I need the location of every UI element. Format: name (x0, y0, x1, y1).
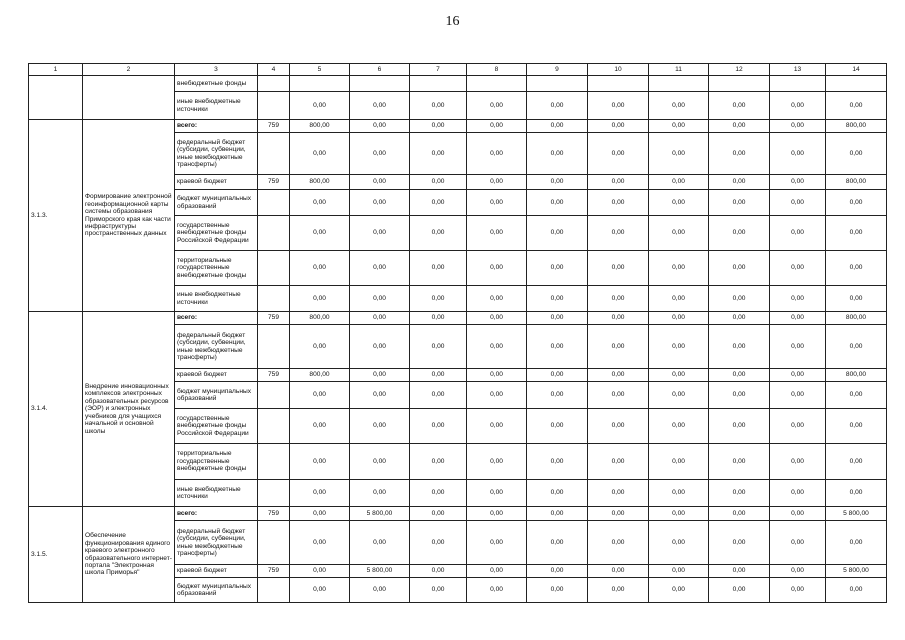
amount-cell: 0,00 (527, 444, 588, 480)
section-title: Внедрение инновационных комплексов электронных образовательных ресурсов (ЭОР) и электронных учебников для учащихся начальной и основной школы (83, 312, 175, 507)
amount-cell: 0,00 (527, 120, 588, 133)
amount-cell: 0,00 (770, 286, 826, 312)
funding-source: всего: (175, 507, 258, 521)
amount-cell (588, 76, 649, 92)
funding-source: краевой бюджет (175, 369, 258, 382)
amount-cell: 0,00 (410, 175, 467, 190)
budget-code: 759 (258, 120, 290, 133)
funding-source: бюджет муниципальных образований (175, 578, 258, 603)
amount-cell: 0,00 (290, 480, 350, 507)
funding-source: краевой бюджет (175, 175, 258, 190)
budget-code (258, 444, 290, 480)
column-header-7: 7 (410, 64, 467, 76)
amount-cell: 800,00 (290, 175, 350, 190)
amount-cell: 5 800,00 (826, 565, 887, 578)
amount-cell: 0,00 (709, 133, 770, 175)
funding-source: бюджет муниципальных образований (175, 190, 258, 216)
amount-cell: 0,00 (467, 507, 527, 521)
amount-cell: 0,00 (770, 120, 826, 133)
amount-cell: 0,00 (649, 312, 709, 325)
amount-cell: 800,00 (290, 312, 350, 325)
amount-cell: 0,00 (467, 444, 527, 480)
amount-cell: 0,00 (649, 409, 709, 444)
budget-code: 759 (258, 565, 290, 578)
amount-cell: 0,00 (649, 444, 709, 480)
budget-code: 759 (258, 507, 290, 521)
amount-cell: 0,00 (410, 312, 467, 325)
funding-source: бюджет муниципальных образований (175, 382, 258, 409)
amount-cell: 0,00 (709, 286, 770, 312)
budget-code (258, 480, 290, 507)
budget-code (258, 251, 290, 286)
funding-source: государственные внебюджетные фонды Российской Федерации (175, 409, 258, 444)
amount-cell: 0,00 (588, 190, 649, 216)
funding-source: всего: (175, 312, 258, 325)
amount-cell: 0,00 (350, 325, 410, 369)
amount-cell: 0,00 (467, 92, 527, 120)
amount-cell: 0,00 (709, 409, 770, 444)
amount-cell (770, 76, 826, 92)
amount-cell: 0,00 (467, 382, 527, 409)
amount-cell: 0,00 (709, 120, 770, 133)
amount-cell: 0,00 (649, 251, 709, 286)
amount-cell: 0,00 (709, 382, 770, 409)
amount-cell: 0,00 (709, 251, 770, 286)
amount-cell: 0,00 (588, 92, 649, 120)
amount-cell (290, 76, 350, 92)
amount-cell: 0,00 (588, 312, 649, 325)
amount-cell: 0,00 (588, 120, 649, 133)
amount-cell (709, 76, 770, 92)
amount-cell: 0,00 (350, 444, 410, 480)
table-row-total (29, 312, 887, 325)
amount-cell: 0,00 (290, 190, 350, 216)
amount-cell: 0,00 (770, 480, 826, 507)
amount-cell: 0,00 (770, 578, 826, 603)
budget-code (258, 133, 290, 175)
amount-cell: 0,00 (770, 444, 826, 480)
amount-cell: 0,00 (770, 507, 826, 521)
amount-cell: 0,00 (588, 565, 649, 578)
table-row-total (29, 507, 887, 521)
table-row (29, 76, 887, 92)
column-header-4: 4 (258, 64, 290, 76)
budget-table (28, 63, 887, 603)
column-header-6: 6 (350, 64, 410, 76)
amount-cell: 0,00 (410, 251, 467, 286)
amount-cell: 0,00 (770, 382, 826, 409)
amount-cell: 0,00 (527, 521, 588, 565)
amount-cell: 0,00 (770, 92, 826, 120)
amount-cell: 0,00 (826, 216, 887, 251)
amount-cell (826, 76, 887, 92)
amount-cell: 0,00 (588, 286, 649, 312)
amount-cell: 0,00 (709, 312, 770, 325)
amount-cell: 0,00 (350, 578, 410, 603)
amount-cell: 0,00 (709, 175, 770, 190)
amount-cell: 0,00 (410, 382, 467, 409)
amount-cell: 0,00 (290, 92, 350, 120)
budget-code (258, 92, 290, 120)
column-header-8: 8 (467, 64, 527, 76)
amount-cell: 0,00 (826, 409, 887, 444)
funding-source: внебюджетные фонды (175, 76, 258, 92)
amount-cell: 0,00 (826, 578, 887, 603)
amount-cell: 0,00 (649, 382, 709, 409)
budget-code (258, 325, 290, 369)
section-code: 3.1.3. (29, 120, 83, 312)
amount-cell: 0,00 (350, 120, 410, 133)
amount-cell: 0,00 (410, 286, 467, 312)
budget-code (258, 286, 290, 312)
amount-cell: 0,00 (527, 480, 588, 507)
amount-cell: 0,00 (467, 325, 527, 369)
amount-cell: 0,00 (467, 120, 527, 133)
amount-cell: 0,00 (350, 216, 410, 251)
amount-cell: 0,00 (350, 286, 410, 312)
amount-cell: 0,00 (290, 444, 350, 480)
section-code: 3.1.4. (29, 312, 83, 507)
funding-source: федеральный бюджет (субсидии, субвенции, иные межбюджетные трансферты) (175, 325, 258, 369)
amount-cell: 0,00 (649, 120, 709, 133)
column-header-5: 5 (290, 64, 350, 76)
amount-cell: 5 800,00 (350, 565, 410, 578)
amount-cell: 0,00 (410, 578, 467, 603)
amount-cell: 0,00 (649, 369, 709, 382)
amount-cell: 0,00 (410, 190, 467, 216)
column-header-1: 1 (29, 64, 83, 76)
amount-cell: 0,00 (588, 382, 649, 409)
funding-source: государственные внебюджетные фонды Российской Федерации (175, 216, 258, 251)
amount-cell: 0,00 (410, 120, 467, 133)
section-title: Обеспечение функционирования единого краевого электронного образовательного интернет-портала "Электронная школа Приморья" (83, 507, 175, 603)
amount-cell: 0,00 (709, 92, 770, 120)
amount-cell: 0,00 (770, 251, 826, 286)
funding-source: территориальные государственные внебюджетные фонды (175, 444, 258, 480)
amount-cell (467, 76, 527, 92)
budget-code (258, 76, 290, 92)
amount-cell: 0,00 (826, 325, 887, 369)
amount-cell (410, 76, 467, 92)
amount-cell: 0,00 (467, 578, 527, 603)
amount-cell: 0,00 (588, 521, 649, 565)
column-header-9: 9 (527, 64, 588, 76)
amount-cell (649, 76, 709, 92)
funding-source: федеральный бюджет (субсидии, субвенции, иные межбюджетные трансферты) (175, 133, 258, 175)
amount-cell: 0,00 (410, 409, 467, 444)
amount-cell: 0,00 (527, 369, 588, 382)
amount-cell: 0,00 (826, 190, 887, 216)
amount-cell: 0,00 (527, 325, 588, 369)
column-header-14: 14 (826, 64, 887, 76)
amount-cell: 0,00 (649, 286, 709, 312)
column-header-3: 3 (175, 64, 258, 76)
amount-cell: 0,00 (527, 216, 588, 251)
amount-cell: 0,00 (410, 369, 467, 382)
amount-cell: 0,00 (350, 409, 410, 444)
amount-cell: 0,00 (410, 521, 467, 565)
amount-cell: 0,00 (350, 92, 410, 120)
amount-cell: 0,00 (770, 190, 826, 216)
amount-cell: 0,00 (770, 216, 826, 251)
column-header-12: 12 (709, 64, 770, 76)
amount-cell: 0,00 (649, 175, 709, 190)
amount-cell: 0,00 (588, 369, 649, 382)
amount-cell: 0,00 (709, 521, 770, 565)
budget-code: 759 (258, 312, 290, 325)
amount-cell: 0,00 (410, 325, 467, 369)
amount-cell: 0,00 (527, 175, 588, 190)
amount-cell: 0,00 (290, 507, 350, 521)
amount-cell: 0,00 (350, 480, 410, 507)
amount-cell: 0,00 (649, 133, 709, 175)
amount-cell: 800,00 (826, 369, 887, 382)
amount-cell: 0,00 (290, 578, 350, 603)
column-header-10: 10 (588, 64, 649, 76)
amount-cell: 0,00 (527, 409, 588, 444)
amount-cell: 0,00 (527, 251, 588, 286)
amount-cell: 800,00 (290, 369, 350, 382)
amount-cell: 0,00 (350, 133, 410, 175)
section-title: Формирование электронной геоинформационной карты системы образования Приморского края как части инфраструктуры пространственных данных (83, 120, 175, 312)
budget-code (258, 578, 290, 603)
amount-cell: 0,00 (527, 507, 588, 521)
amount-cell: 0,00 (588, 507, 649, 521)
amount-cell: 0,00 (709, 325, 770, 369)
amount-cell: 0,00 (290, 409, 350, 444)
amount-cell: 0,00 (709, 444, 770, 480)
amount-cell: 0,00 (770, 312, 826, 325)
amount-cell (350, 76, 410, 92)
amount-cell: 0,00 (527, 382, 588, 409)
amount-cell: 0,00 (649, 565, 709, 578)
amount-cell: 5 800,00 (350, 507, 410, 521)
amount-cell: 5 800,00 (826, 507, 887, 521)
amount-cell: 0,00 (527, 312, 588, 325)
amount-cell: 0,00 (826, 133, 887, 175)
amount-cell: 0,00 (588, 133, 649, 175)
amount-cell: 0,00 (649, 578, 709, 603)
amount-cell: 0,00 (588, 325, 649, 369)
amount-cell: 0,00 (709, 369, 770, 382)
amount-cell: 0,00 (290, 251, 350, 286)
funding-source: иные внебюджетные источники (175, 480, 258, 507)
amount-cell: 0,00 (467, 480, 527, 507)
amount-cell: 0,00 (826, 521, 887, 565)
amount-cell: 800,00 (826, 120, 887, 133)
amount-cell: 0,00 (588, 409, 649, 444)
section-code: 3.1.5. (29, 507, 83, 603)
amount-cell: 0,00 (467, 286, 527, 312)
amount-cell: 0,00 (588, 216, 649, 251)
funding-source: всего: (175, 120, 258, 133)
amount-cell: 0,00 (527, 578, 588, 603)
amount-cell: 0,00 (770, 565, 826, 578)
amount-cell: 0,00 (709, 190, 770, 216)
amount-cell: 0,00 (290, 325, 350, 369)
amount-cell: 0,00 (467, 521, 527, 565)
amount-cell: 0,00 (410, 92, 467, 120)
amount-cell: 0,00 (290, 216, 350, 251)
amount-cell: 0,00 (527, 133, 588, 175)
amount-cell: 0,00 (467, 251, 527, 286)
funding-source: территориальные государственные внебюджетные фонды (175, 251, 258, 286)
amount-cell: 0,00 (467, 312, 527, 325)
amount-cell: 0,00 (588, 444, 649, 480)
amount-cell: 0,00 (826, 480, 887, 507)
amount-cell: 0,00 (350, 251, 410, 286)
amount-cell: 0,00 (649, 325, 709, 369)
funding-source: краевой бюджет (175, 565, 258, 578)
section-code (29, 76, 83, 120)
amount-cell: 0,00 (588, 175, 649, 190)
budget-code (258, 216, 290, 251)
amount-cell: 0,00 (709, 216, 770, 251)
column-header-13: 13 (770, 64, 826, 76)
amount-cell (527, 76, 588, 92)
amount-cell: 0,00 (290, 565, 350, 578)
amount-cell: 0,00 (649, 507, 709, 521)
amount-cell: 0,00 (350, 190, 410, 216)
amount-cell: 0,00 (826, 251, 887, 286)
amount-cell: 0,00 (467, 409, 527, 444)
page-number: 16 (445, 14, 460, 29)
amount-cell: 0,00 (290, 382, 350, 409)
amount-cell: 0,00 (770, 325, 826, 369)
amount-cell: 0,00 (649, 92, 709, 120)
amount-cell: 0,00 (709, 565, 770, 578)
amount-cell: 0,00 (350, 175, 410, 190)
budget-code (258, 382, 290, 409)
amount-cell: 0,00 (826, 92, 887, 120)
amount-cell: 0,00 (527, 286, 588, 312)
amount-cell: 0,00 (709, 480, 770, 507)
column-header-11: 11 (649, 64, 709, 76)
amount-cell: 0,00 (467, 565, 527, 578)
amount-cell: 0,00 (588, 480, 649, 507)
amount-cell: 0,00 (770, 133, 826, 175)
amount-cell: 0,00 (527, 92, 588, 120)
section-title (83, 76, 175, 120)
amount-cell: 0,00 (290, 133, 350, 175)
amount-cell: 800,00 (826, 175, 887, 190)
amount-cell: 0,00 (826, 444, 887, 480)
amount-cell: 0,00 (770, 521, 826, 565)
amount-cell: 800,00 (290, 120, 350, 133)
amount-cell: 0,00 (290, 286, 350, 312)
amount-cell: 0,00 (649, 190, 709, 216)
amount-cell: 0,00 (649, 216, 709, 251)
budget-code: 759 (258, 175, 290, 190)
funding-source: иные внебюджетные источники (175, 92, 258, 120)
amount-cell: 0,00 (770, 369, 826, 382)
amount-cell: 0,00 (467, 133, 527, 175)
budget-code: 759 (258, 369, 290, 382)
amount-cell: 0,00 (350, 521, 410, 565)
amount-cell: 0,00 (467, 369, 527, 382)
amount-cell: 0,00 (290, 521, 350, 565)
amount-cell: 0,00 (649, 480, 709, 507)
amount-cell: 0,00 (410, 133, 467, 175)
amount-cell: 0,00 (588, 578, 649, 603)
amount-cell: 0,00 (588, 251, 649, 286)
amount-cell: 0,00 (826, 286, 887, 312)
amount-cell: 0,00 (410, 565, 467, 578)
amount-cell: 0,00 (467, 216, 527, 251)
table-row-total (29, 120, 887, 133)
amount-cell: 0,00 (527, 565, 588, 578)
amount-cell: 0,00 (826, 382, 887, 409)
funding-source: федеральный бюджет (субсидии, субвенции, иные межбюджетные трансферты) (175, 521, 258, 565)
amount-cell: 0,00 (410, 216, 467, 251)
amount-cell: 0,00 (770, 409, 826, 444)
amount-cell: 0,00 (467, 175, 527, 190)
amount-cell: 0,00 (527, 190, 588, 216)
funding-source: иные внебюджетные источники (175, 286, 258, 312)
amount-cell: 0,00 (350, 382, 410, 409)
amount-cell: 0,00 (709, 507, 770, 521)
amount-cell: 0,00 (350, 312, 410, 325)
amount-cell: 800,00 (826, 312, 887, 325)
amount-cell: 0,00 (467, 190, 527, 216)
amount-cell: 0,00 (350, 369, 410, 382)
column-header-2: 2 (83, 64, 175, 76)
budget-code (258, 409, 290, 444)
column-header-row (29, 64, 887, 76)
budget-code (258, 521, 290, 565)
amount-cell: 0,00 (649, 521, 709, 565)
budget-code (258, 190, 290, 216)
amount-cell: 0,00 (410, 507, 467, 521)
amount-cell: 0,00 (410, 444, 467, 480)
amount-cell: 0,00 (770, 175, 826, 190)
amount-cell: 0,00 (709, 578, 770, 603)
amount-cell: 0,00 (410, 480, 467, 507)
